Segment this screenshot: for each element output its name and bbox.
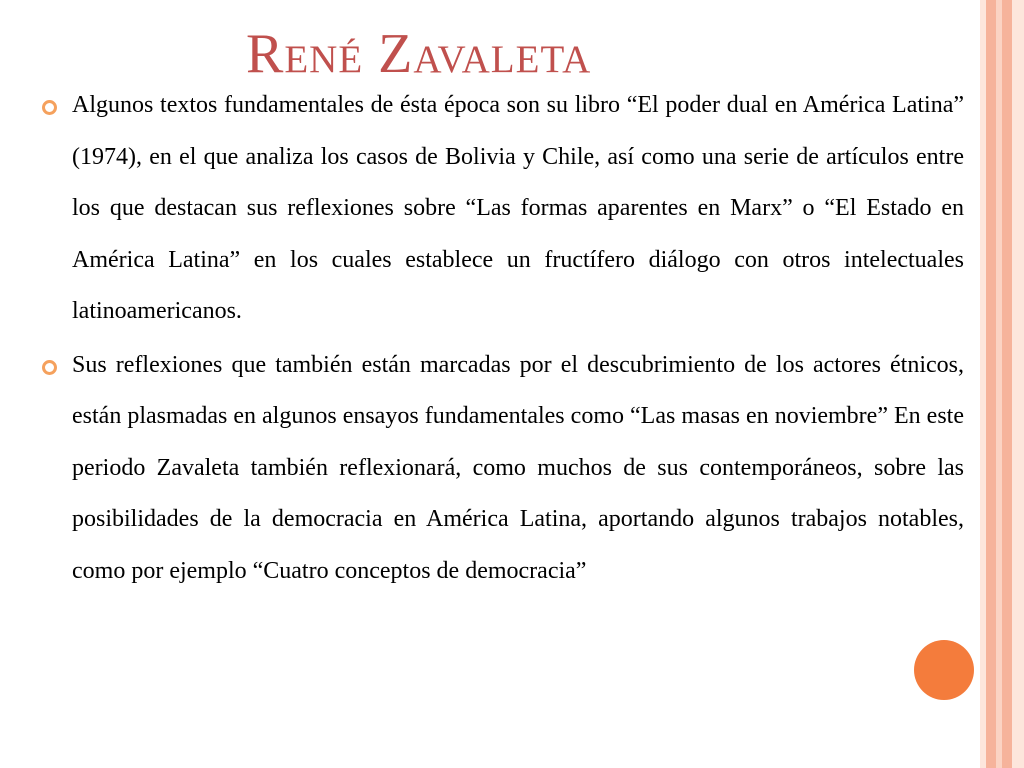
bullet-circle-icon <box>42 100 57 115</box>
border-stripe <box>1012 0 1024 768</box>
bullet-item <box>40 80 964 338</box>
border-stripe <box>1002 0 1012 768</box>
bullet-circle-icon <box>42 360 57 375</box>
slide-title: René Zavaleta <box>246 23 592 85</box>
bullet-text: Sus reflexiones que también están marcadas por el descubrimiento de los actores étnicos, están plasmadas en algunos ensayos fundamentales como “Las masas en noviembre” En este periodo Zavaleta también reflexionará, como muchos de sus contemporáneos, sobre las posibilidades de la democracia en América Latina, aportando algunos trabajos notables, como por ejemplo “Cuatro conceptos de democracia” <box>72 351 964 584</box>
slide-body <box>40 80 964 597</box>
bullet-text: Algunos textos fundamentales de ésta época son su libro “El poder dual en América Latina” (1974), en el que analiza los casos de Bolivia y Chile, así como una serie de artículos entre los que destacan sus reflexiones sobre “Las formas aparentes en Marx” o “El Estado en América Latina” en los cuales establece un fructífero diálogo con otros intelectuales latinoamericanos. <box>72 92 964 324</box>
border-stripe <box>986 0 996 768</box>
slide-number-circle <box>914 640 974 700</box>
decorative-side-border <box>980 0 1024 768</box>
bullet-item <box>40 340 964 598</box>
